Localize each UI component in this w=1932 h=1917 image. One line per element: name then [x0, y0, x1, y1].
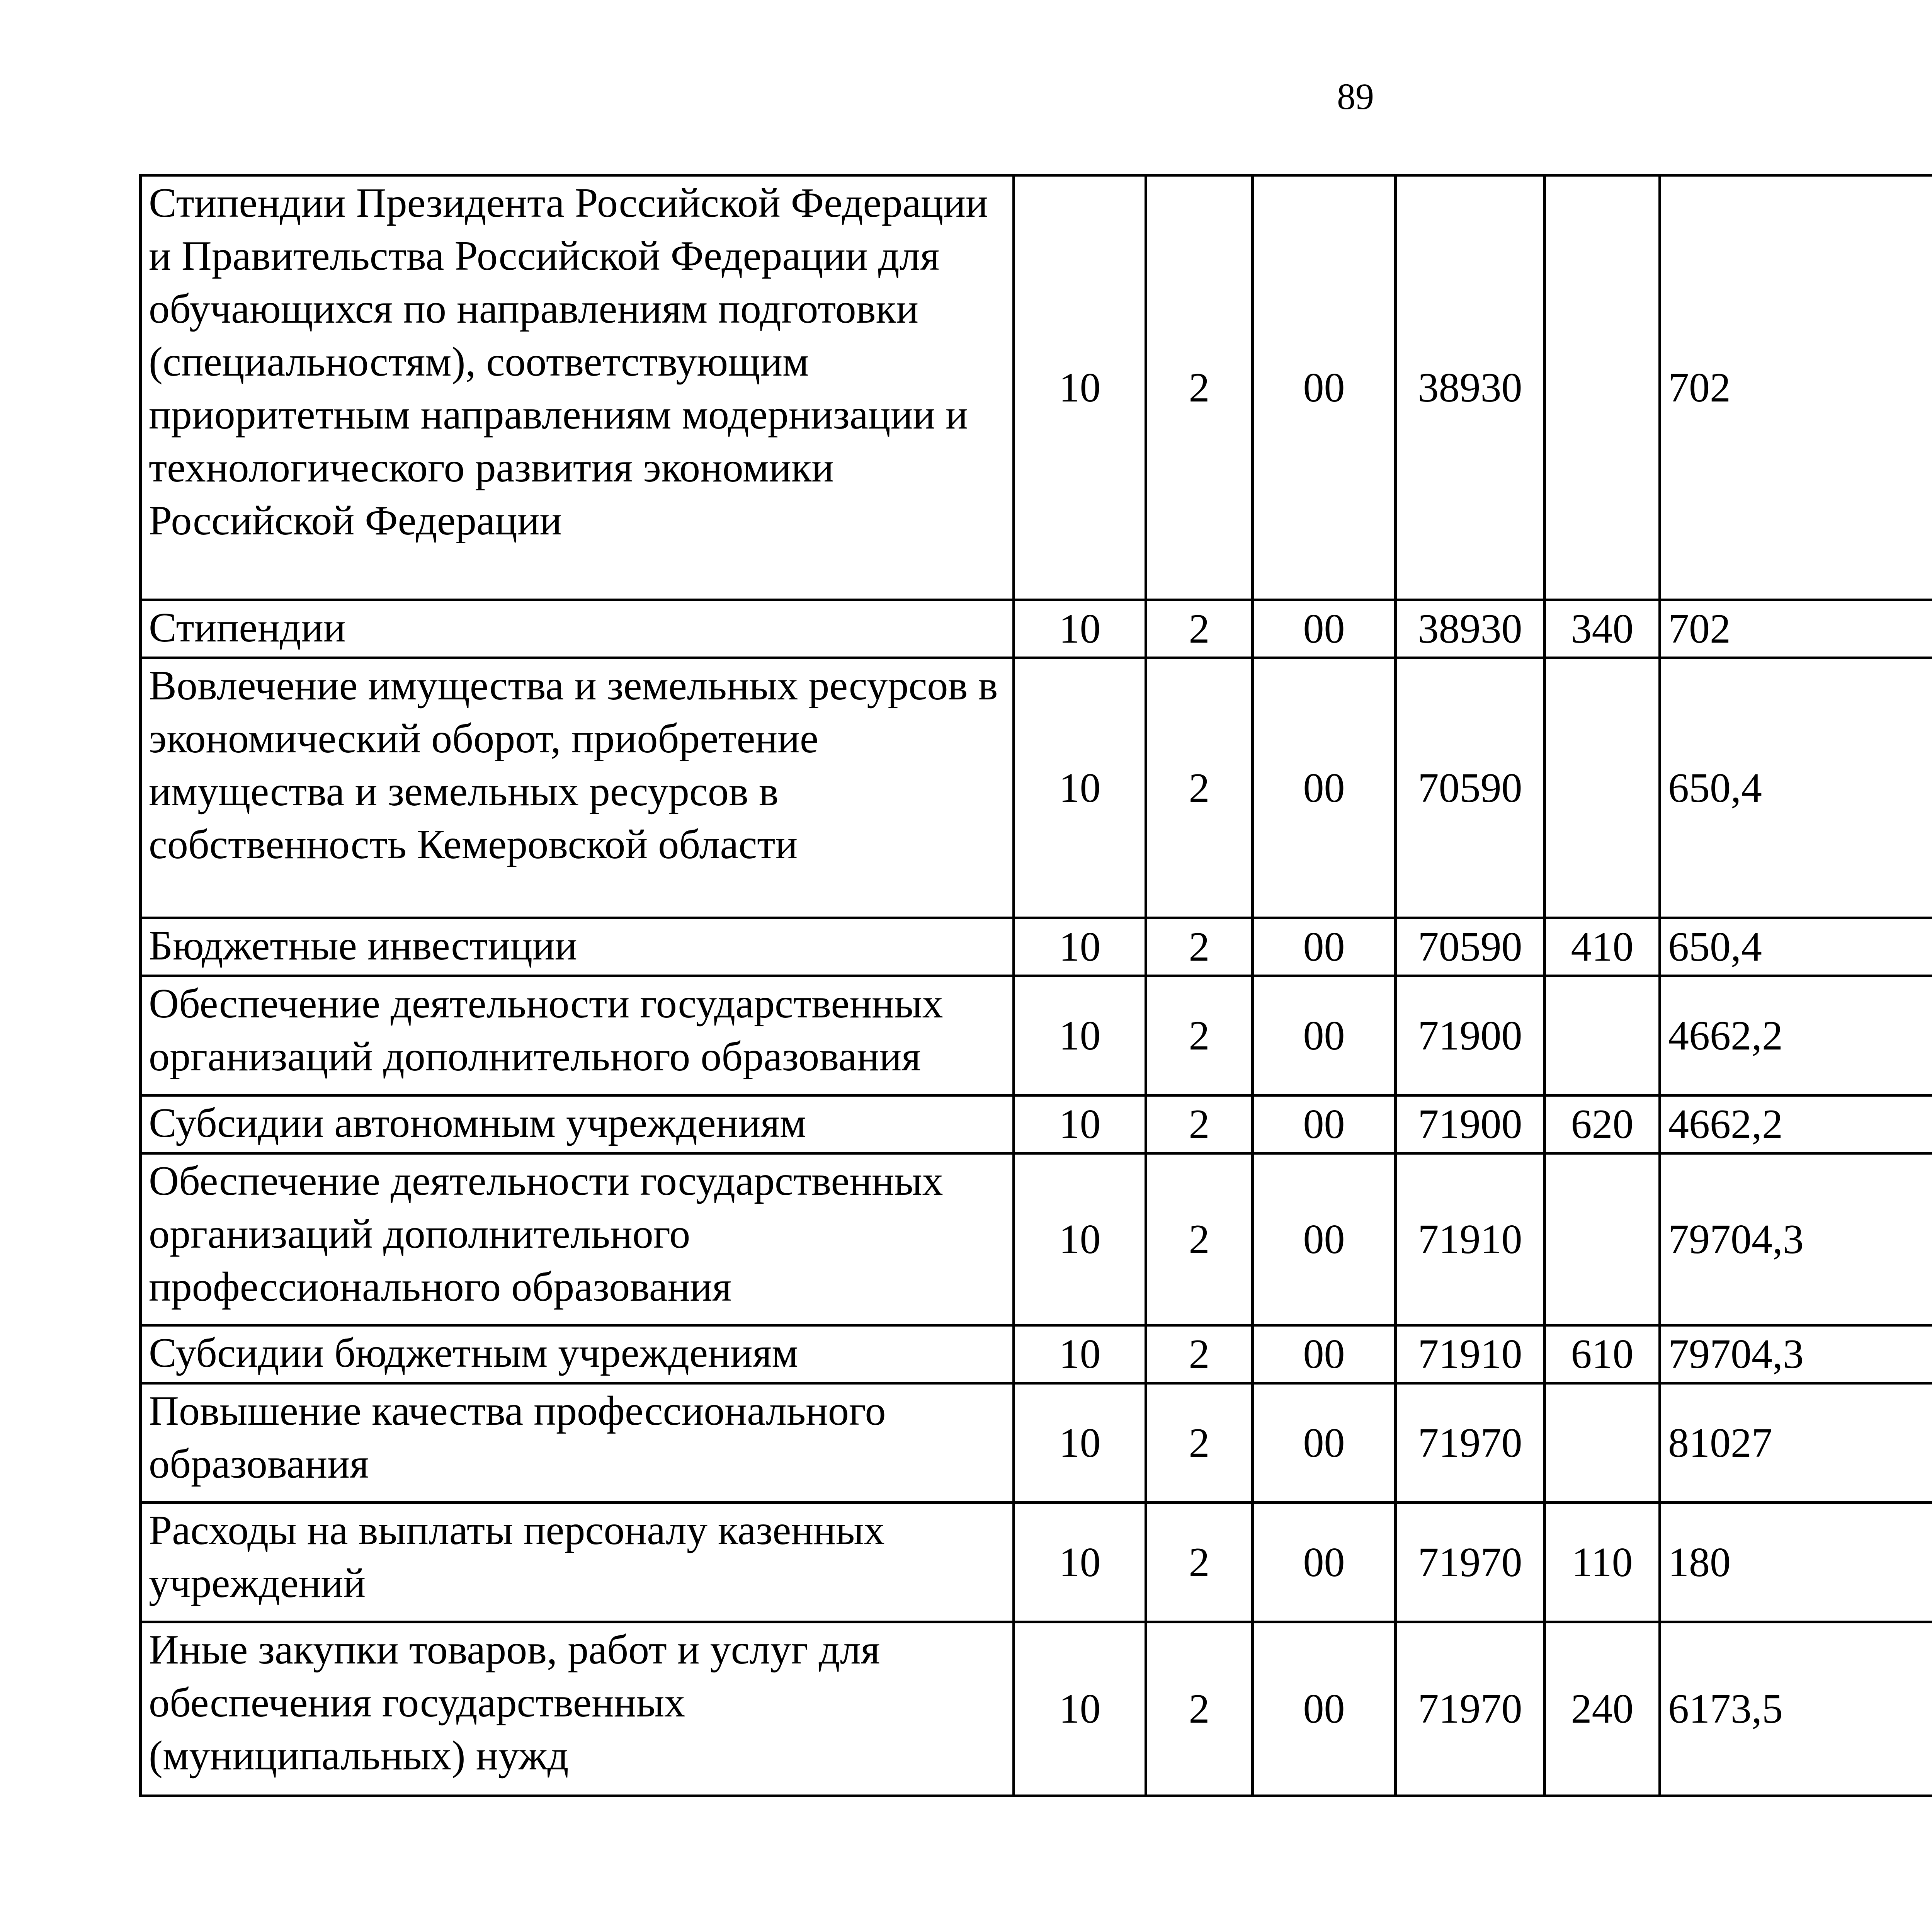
section-cell: 10: [1014, 1325, 1146, 1383]
section-cell: 10: [1014, 1153, 1146, 1325]
expense-type-cell: [1545, 976, 1660, 1095]
code-cell: 71910: [1396, 1325, 1545, 1383]
row-name: Обеспечение деятельности государственных организаций дополнительного образования: [141, 976, 1014, 1095]
program-cell: 00: [1253, 1095, 1396, 1153]
amount-year1-cell: 650,4: [1660, 918, 1932, 976]
expense-type-cell: [1545, 658, 1660, 918]
section-cell: 10: [1014, 1095, 1146, 1153]
program-cell: 00: [1253, 1503, 1396, 1622]
row-name: Бюджетные инвестиции: [141, 918, 1014, 976]
table-row: [141, 976, 1932, 1095]
expense-type-cell: [1545, 1383, 1660, 1503]
amount-year1-cell: 79704,3: [1660, 1325, 1932, 1383]
expense-type-cell: 340: [1545, 600, 1660, 658]
expense-type-cell: 410: [1545, 918, 1660, 976]
code-cell: 38930: [1396, 175, 1545, 600]
amount-year1-cell: 4662,2: [1660, 976, 1932, 1095]
table-row: [141, 1153, 1932, 1325]
row-name: Субсидии бюджетным учреждениям: [141, 1325, 1014, 1383]
table-row: [141, 1325, 1932, 1383]
code-cell: 38930: [1396, 600, 1545, 658]
code-cell: 71970: [1396, 1383, 1545, 1503]
code-cell: 71910: [1396, 1153, 1545, 1325]
subsection-cell: 2: [1146, 658, 1253, 918]
expense-type-cell: 620: [1545, 1095, 1660, 1153]
program-cell: 00: [1253, 175, 1396, 600]
subsection-cell: 2: [1146, 600, 1253, 658]
row-name: Расходы на выплаты персоналу казенных учреждений: [141, 1503, 1014, 1622]
program-cell: 00: [1253, 1325, 1396, 1383]
subsection-cell: 2: [1146, 918, 1253, 976]
section-cell: 10: [1014, 918, 1146, 976]
subsection-cell: 2: [1146, 1153, 1253, 1325]
code-cell: 71900: [1396, 1095, 1545, 1153]
table-row: [141, 1095, 1932, 1153]
row-name: Стипендии: [141, 600, 1014, 658]
subsection-cell: 2: [1146, 1325, 1253, 1383]
table-row: [141, 1622, 1932, 1796]
program-cell: 00: [1253, 1383, 1396, 1503]
program-cell: 00: [1253, 1153, 1396, 1325]
subsection-cell: 2: [1146, 976, 1253, 1095]
amount-year1-cell: 79704,3: [1660, 1153, 1932, 1325]
table-row: [141, 658, 1932, 918]
row-name: Стипендии Президента Российской Федерации и Правительства Российской Федерации для обучающихся по направлениям подготовки (специальностям), соответствующим приоритетным направлениям модернизации и технологического развития экономики Российской Федерации: [141, 175, 1014, 600]
section-cell: 10: [1014, 976, 1146, 1095]
code-cell: 71900: [1396, 976, 1545, 1095]
section-cell: 10: [1014, 1383, 1146, 1503]
expense-type-cell: 610: [1545, 1325, 1660, 1383]
budget-table: [139, 174, 1932, 1797]
code-cell: 70590: [1396, 918, 1545, 976]
amount-year1-cell: 702: [1660, 600, 1932, 658]
subsection-cell: 2: [1146, 1503, 1253, 1622]
program-cell: 00: [1253, 1622, 1396, 1796]
row-name: Обеспечение деятельности государственных организаций дополнительного профессионального образования: [141, 1153, 1014, 1325]
amount-year1-cell: 6173,5: [1660, 1622, 1932, 1796]
row-name: Повышение качества профессионального образования: [141, 1383, 1014, 1503]
expense-type-cell: [1545, 175, 1660, 600]
table-row: [141, 175, 1932, 600]
amount-year1-cell: 702: [1660, 175, 1932, 600]
subsection-cell: 2: [1146, 1383, 1253, 1503]
program-cell: 00: [1253, 918, 1396, 976]
section-cell: 10: [1014, 658, 1146, 918]
row-name: Иные закупки товаров, работ и услуг для обеспечения государственных (муниципальных) нужд: [141, 1622, 1014, 1796]
code-cell: 71970: [1396, 1622, 1545, 1796]
program-cell: 00: [1253, 600, 1396, 658]
table-row: [141, 918, 1932, 976]
expense-type-cell: 240: [1545, 1622, 1660, 1796]
row-name: Субсидии автономным учреждениям: [141, 1095, 1014, 1153]
table-row: [141, 1503, 1932, 1622]
amount-year1-cell: 650,4: [1660, 658, 1932, 918]
program-cell: 00: [1253, 976, 1396, 1095]
amount-year1-cell: 81027: [1660, 1383, 1932, 1503]
page-number: 89: [1337, 76, 1374, 117]
table-row: [141, 1383, 1932, 1503]
subsection-cell: 2: [1146, 1622, 1253, 1796]
code-cell: 70590: [1396, 658, 1545, 918]
subsection-cell: 2: [1146, 1095, 1253, 1153]
table-row: [141, 600, 1932, 658]
expense-type-cell: 110: [1545, 1503, 1660, 1622]
amount-year1-cell: 180: [1660, 1503, 1932, 1622]
row-name: Вовлечение имущества и земельных ресурсов в экономический оборот, приобретение имущества и земельных ресурсов в собственность Кемеровской области: [141, 658, 1014, 918]
code-cell: 71970: [1396, 1503, 1545, 1622]
section-cell: 10: [1014, 1622, 1146, 1796]
section-cell: 10: [1014, 175, 1146, 600]
section-cell: 10: [1014, 600, 1146, 658]
section-cell: 10: [1014, 1503, 1146, 1622]
program-cell: 00: [1253, 658, 1396, 918]
amount-year1-cell: 4662,2: [1660, 1095, 1932, 1153]
expense-type-cell: [1545, 1153, 1660, 1325]
subsection-cell: 2: [1146, 175, 1253, 600]
